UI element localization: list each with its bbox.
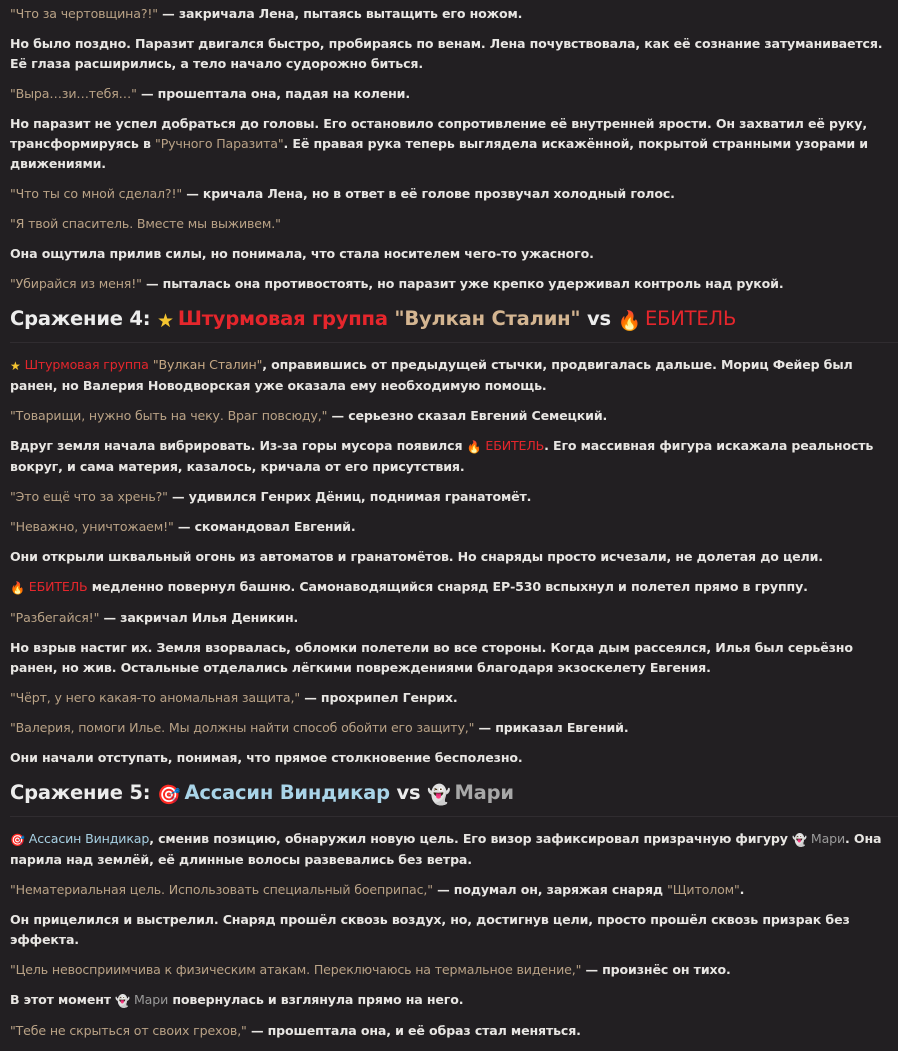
paragraph: Они открыли шквальный огонь из автоматов и гранатомётов. Но снаряды просто исчезали, не долетая до цели. bbox=[10, 549, 823, 564]
narration: . bbox=[739, 882, 745, 897]
narration: — закричала Лена, пытаясь вытащить его ножом. bbox=[157, 6, 523, 21]
team-name: Штурмовая группа bbox=[177, 307, 388, 330]
narration: повернулась и взглянула прямо на него. bbox=[168, 992, 464, 1007]
paragraph: Но взрыв настиг их. Земля взорвалась, обломки полетели во все стороны. Когда дым рассеялся, Илья был серьёзно ранен, но жив. Остальные отделались лёгкими повреждениями благодаря экзоскелету Евгения. bbox=[10, 640, 853, 675]
defender-name: Мари bbox=[133, 992, 169, 1007]
quote: "Щитолом" bbox=[667, 882, 740, 897]
narration: — удивился Генрих Дёниц, поднимая гранатомёт. bbox=[167, 489, 532, 504]
paragraph bbox=[10, 274, 890, 294]
fire-icon: 🔥 bbox=[617, 310, 641, 332]
paragraph bbox=[10, 4, 890, 24]
team-name: Штурмовая группа bbox=[24, 357, 149, 372]
quote: "Это ещё что за хрень?" bbox=[10, 489, 168, 504]
quote: "Нематериальная цель. Использовать специальный боеприпас," bbox=[10, 882, 433, 897]
quote: "Валерия, помоги Илье. Мы должны найти способ обойти его защиту," bbox=[10, 720, 475, 735]
narration: — закричал Илья Деникин. bbox=[99, 610, 299, 625]
quote: "Что ты со мной сделал?!" bbox=[10, 186, 182, 201]
enemy-name: ЕБИТЕЛЬ bbox=[28, 579, 88, 594]
narration: — прошептала она, и её образ стал меняться. bbox=[246, 1023, 581, 1038]
paragraph bbox=[10, 688, 890, 708]
paragraph bbox=[10, 829, 890, 870]
paragraph bbox=[10, 406, 890, 426]
defender-name: Мари bbox=[454, 781, 514, 804]
quote: "Чёрт, у него какая-то аномальная защита," bbox=[10, 690, 300, 705]
team-unit: "Вулкан Сталин" bbox=[152, 357, 263, 372]
fire-icon: 🔥 bbox=[466, 440, 482, 454]
narration: — кричала Лена, но в ответ в её голове прозвучал холодный голос. bbox=[182, 186, 675, 201]
battle-4-heading bbox=[10, 304, 898, 343]
quote: "Неважно, уничтожаем!" bbox=[10, 519, 174, 534]
quote: "Убирайся из меня!" bbox=[10, 276, 142, 291]
paragraph bbox=[10, 608, 890, 628]
battle-5-heading bbox=[10, 778, 898, 817]
attacker-name: Ассасин Виндикар bbox=[28, 831, 150, 846]
narration: , сменив позицию, обнаружил новую цель. Его визор зафиксировал призрачную фигуру bbox=[149, 831, 793, 846]
narration: — приказал Евгений. bbox=[474, 720, 629, 735]
narration: . Его массивная фигура искажала реальность вокруг, и сама материя, казалось, кричала от его присутствия. bbox=[10, 438, 874, 474]
quote: "Что за чертовщина?!" bbox=[10, 6, 158, 21]
ghost-icon: 👻 bbox=[426, 784, 451, 806]
narration: — подумал он, заряжая снаряд bbox=[432, 882, 668, 897]
quote: "Тебе не скрыться от своих грехов," bbox=[10, 1023, 247, 1038]
narration: Но паразит не успел добраться до головы. Его остановило сопротивление её внутренней ярости. Он захватил её руку, трансформируясь в bbox=[10, 116, 868, 151]
narration: медленно повернул башню. Самонаводящийся снаряд ЕР-530 вспыхнул и полетел прямо в группу. bbox=[87, 579, 808, 594]
paragraph: Она ощутила прилив силы, но понимала, что стала носителем чего-то ужасного. bbox=[10, 246, 594, 261]
team-unit: "Вулкан Сталин" bbox=[394, 307, 581, 330]
paragraph bbox=[10, 184, 890, 204]
enemy-name: ЕБИТЕЛЬ bbox=[485, 438, 545, 453]
narration: Вдруг земля начала вибрировать. Из-за горы мусора появился bbox=[10, 438, 467, 453]
enemy-name: ЕБИТЕЛЬ bbox=[644, 307, 737, 330]
paragraph bbox=[10, 214, 890, 234]
attacker-name: Ассасин Виндикар bbox=[184, 781, 390, 804]
star-icon: ★ bbox=[10, 359, 21, 373]
heading-prefix: Сражение 4: bbox=[10, 307, 151, 330]
vs-label: vs bbox=[587, 307, 611, 330]
paragraph: Он прицелился и выстрелил. Снаряд прошёл сквозь воздух, но, достигнув цели, просто прошёл сквозь призрак без эффекта. bbox=[10, 912, 850, 947]
narration: — серьезно сказал Евгений Семецкий. bbox=[327, 408, 608, 423]
narration: , оправившись от предыдущей стычки, продвигалась дальше. Мориц Фейер был ранен, но Валерия Новодворская уже оказала ему необходимую помощь. bbox=[10, 357, 853, 393]
quote: "Разбегайся!" bbox=[10, 610, 100, 625]
target-icon: 🎯 bbox=[10, 833, 25, 847]
quote: "Цель невосприимчива к физическим атакам. Переключаюсь на термальное видение," bbox=[10, 962, 582, 977]
quote: "Товарищи, нужно быть на чеку. Враг повсюду," bbox=[10, 408, 328, 423]
heading-prefix: Сражение 5: bbox=[10, 781, 151, 804]
paragraph bbox=[10, 114, 890, 174]
quote: "Я твой спаситель. Вместе мы выживем." bbox=[10, 216, 281, 231]
ghost-icon: 👻 bbox=[115, 994, 130, 1008]
narration: . Она парила над землёй, её длинные волосы развевались без ветра. bbox=[10, 831, 882, 867]
quote: "Ручного Паразита" bbox=[155, 136, 284, 151]
paragraph bbox=[10, 355, 890, 396]
narration: В этот момент bbox=[10, 992, 116, 1007]
paragraph bbox=[10, 487, 890, 507]
narration: — пыталась она противостоять, но паразит уже крепко удерживал контроль над рукой. bbox=[141, 276, 784, 291]
quote: "Выра…зи…тебя…" bbox=[10, 86, 137, 101]
ghost-icon: 👻 bbox=[792, 833, 807, 847]
narration: — прохрипел Генрих. bbox=[299, 690, 458, 705]
paragraph bbox=[10, 990, 890, 1011]
paragraph bbox=[10, 718, 890, 738]
paragraph bbox=[10, 880, 890, 900]
star-icon: ★ bbox=[156, 310, 174, 332]
story-document bbox=[10, 4, 890, 1051]
narration: — прошептала она, падая на колени. bbox=[136, 86, 410, 101]
narration: — произнёс он тихо. bbox=[581, 962, 731, 977]
paragraph: Они начали отступать, понимая, что прямое столкновение бесполезно. bbox=[10, 750, 523, 765]
paragraph bbox=[10, 436, 890, 477]
target-icon: 🎯 bbox=[156, 784, 181, 806]
paragraph bbox=[10, 84, 890, 104]
fire-icon: 🔥 bbox=[10, 581, 25, 595]
defender-name: Мари bbox=[810, 831, 846, 846]
paragraph bbox=[10, 577, 890, 598]
narration: — скомандовал Евгений. bbox=[173, 519, 356, 534]
narration: . Её правая рука теперь выглядела искажённой, покрытой странными узорами и движениями. bbox=[10, 136, 868, 171]
paragraph bbox=[10, 960, 890, 980]
paragraph bbox=[10, 517, 890, 537]
paragraph bbox=[10, 1021, 890, 1041]
paragraph: Но было поздно. Паразит двигался быстро, пробираясь по венам. Лена почувствовала, как её сознание затуманивается. Её глаза расширились, а тело начало судорожно биться. bbox=[10, 36, 883, 71]
vs-label: vs bbox=[396, 781, 421, 804]
